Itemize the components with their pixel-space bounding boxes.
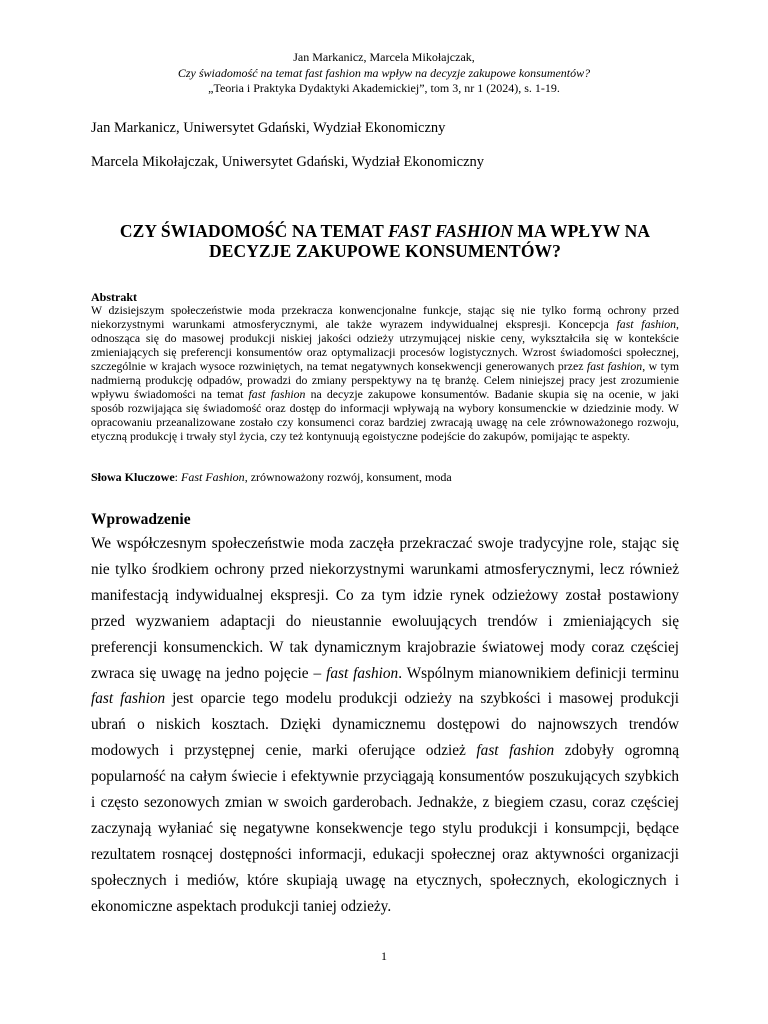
citation-header [90,50,678,97]
citation-source: „Teoria i Praktyka Dydaktyki Akademickiej”, tom 3, nr 1 (2024), s. 1-19. [208,81,560,95]
citation-authors: Jan Markanicz, Marcela Mikołajczak, [293,50,475,64]
section-heading-introduction: Wprowadzenie [91,511,191,528]
abstract-heading: Abstrakt [91,290,138,304]
abstract-text: W dzisiejszym społeczeństwie moda przekracza konwencjonalne funkcje, stając się nie tylko formą ochrony przed niekorzystnymi warunkami atmosferycznymi, ale także wyrazem indywidualnej ekspresji. Koncepcja fast fashion, odnosząca się do masowej produkcji niskiej jakości odzieży utrzymującej niskie ceny, wykształciła się w kontekście zmieniających się preferencji konsumentów oraz optymalizacji procesów logistycznych. Wzrost świadomości społecznej, szczególnie w krajach wysoce rozwiniętych, na temat negatywnych konsekwencji generowanych przez fast fashion, w tym nadmierną produkcję odpadów, prowadzi do zmiany perspektywy na tę branżę. Celem niniejszej pracy jest zrozumienie wpływu świadomości na temat fast fashion na decyzje zakupowe konsumentów. Badanie skupia się na ocenie, w jaki sposób rozwijająca się świadomość oraz dostęp do informacji wpływają na wybory konsumenckie w dziedzinie mody. W opracowaniu przeanalizowane zostało czy konsumenci coraz bardziej zwracają uwagę na cele zrównoważonego rozwoju, etyczną produkcję i trwały styl życia, czy też kontynuują egoistyczne podejście do zakupów, pomijając te aspekty. [91,303,680,444]
introduction-paragraph: We współczesnym społeczeństwie moda zaczęła przekraczać swoje tradycyjne role, stając się nie tylko środkiem ochrony przed niekorzystnymi warunkami atmosferycznymi, lecz również manifestacją indywidualnej ekspresji. Co za tym idzie rynek odzieżowy został postawiony przed wyzwaniem adaptacji do nieustannie ewoluujących trendów i zmieniających się preferencji konsumenckich. W tak dynamicznym krajobrazie światowej mody coraz częściej zwraca się uwagę na jedno pojęcie – fast fashion. Wspólnym mianownikiem definicji terminu fast fashion jest oparcie tego modelu produkcji odzieży na szybkości i masowej produkcji ubrań o niskich kosztach. Dzięki dynamicznemu dostępowi do najnowszych trendów modowych i przystępnej cenie, marki oferujące odzież fast fashion zdobyły ogromną popularność na całym świecie i efektywnie przyciągają konsumentów poszukujących szybkich i często sezonowych zmian w swoich garderobach. Jednakże, z biegiem czasu, coraz częściej zaczynają wyłaniać się negatywne konsekwencje tego stylu produkcji i konsumpcji, będące rezultatem rosnącej dostępności informacji, edukacji społecznej oraz aktywności organizacji społecznych i mediów, które skupiają uwagę na etycznych, społecznych, ekologicznych i ekonomiczne aspektach produkcji taniej odzieży. [91,535,679,915]
paper-title: CZY ŚWIADOMOŚĆ NA TEMAT FAST FASHION MA WPŁYW NA DECYZJE ZAKUPOWE KONSUMENTÓW? [119,221,651,261]
author-affiliation-2: Marcela Mikołajczak, Uniwersytet Gdański, Wydział Ekonomiczny [91,154,485,170]
citation-title: Czy świadomość na temat fast fashion ma wpływ na decyzje zakupowe konsumentów? [177,65,591,80]
page-number: 1 [381,949,387,963]
keywords-line: Słowa Kluczowe: Fast Fashion, zrównoważony rozwój, konsument, moda [91,470,452,484]
author-affiliation-1: Jan Markanicz, Uniwersytet Gdański, Wydział Ekonomiczny [91,120,446,136]
